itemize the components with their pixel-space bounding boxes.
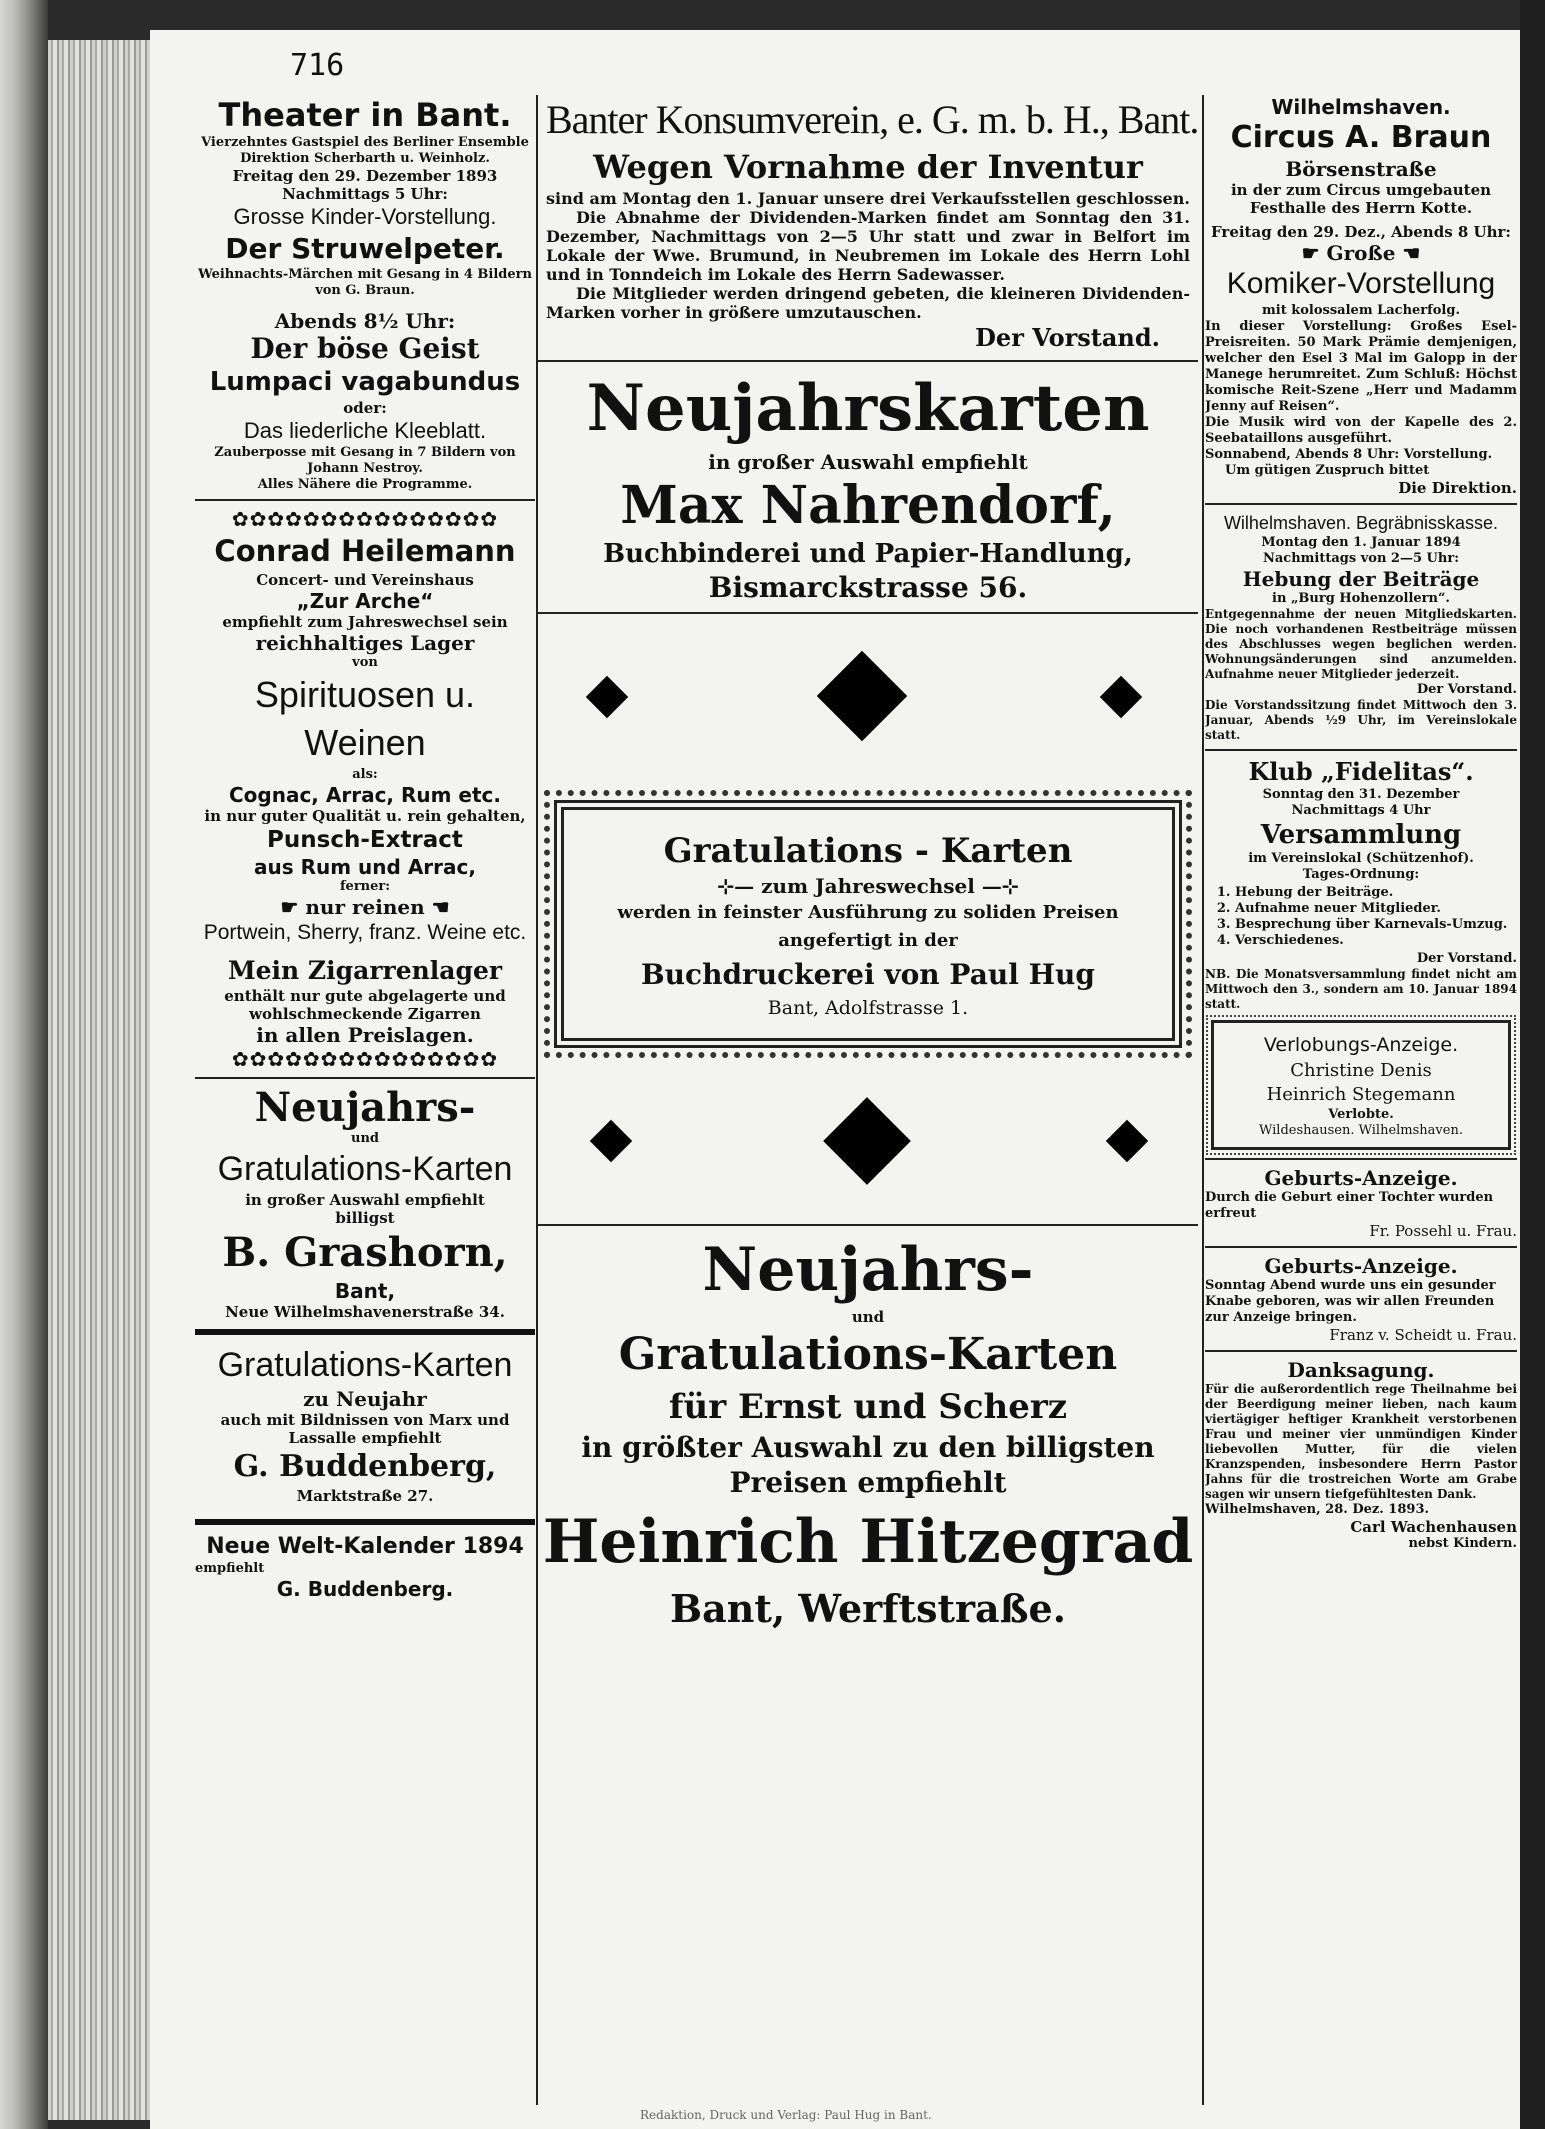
divider [195, 1077, 535, 1079]
text: Gratulations - Karten [663, 831, 1073, 871]
text: Um gütigen Zuspruch bittet [1225, 463, 1430, 478]
divider [1205, 749, 1517, 751]
text: Neujahrs- [702, 1235, 1034, 1305]
nahrendorf-ad [538, 368, 1198, 606]
hug-ad [554, 800, 1182, 1048]
text: nur reinen [305, 895, 425, 919]
text: Neujahrskarten [586, 371, 1150, 446]
text: Spirituosen u. Weinen [254, 674, 476, 763]
text: Franz v. Scheidt u. Frau. [1329, 1326, 1517, 1344]
text: Conrad Heilemann [214, 534, 516, 568]
imprint-line: Redaktion, Druck und Verlag: Paul Hug in Bant. [640, 2108, 932, 2122]
text: Die Musik wird von der Kapelle des 2. Seebataillons ausgeführt. [1205, 415, 1517, 446]
text: B. Grashorn, [222, 1229, 508, 1276]
text: Die Abnahme der Dividenden-Marken findet am Sonntag den 31. Dezember, Nachmittags von 2—5 Uhr statt und zwar in Belfort im Lokale der Wwe. Brumund, in Neubremen im Lokale des Herrn Lohl und in Tonndeich im Lokale des Herrn Sadewasser. [546, 208, 1190, 284]
text: sind am [546, 189, 623, 208]
text: in allen Preislagen. [256, 1023, 474, 1047]
text: in „Burg Hohenzollern“. [1272, 591, 1450, 606]
text: Geburts-Anzeige. [1264, 1166, 1458, 1190]
text: Heinrich Stegemann [1266, 1084, 1456, 1105]
scan-border [1520, 0, 1545, 2129]
agenda-list [1235, 885, 1517, 949]
circus-ad [1205, 95, 1517, 497]
text: Gratulations-Karten [618, 1329, 1118, 1380]
text: Börsenstraße [1285, 157, 1437, 181]
text: im Vereinslokal (Schützenhof). [1248, 851, 1474, 866]
diamond [1106, 1120, 1148, 1162]
text: In dieser Vorstellung: Großes Esel-Preisreiten. 50 Mark Prämie demjenigen, welcher den Esel 3 Mal im Galopp in der Manege herumreitet. Zum Schluß: Höchst komische Reit-Szene „Herr und Madamm Jenny auf Reisen“. [1205, 319, 1517, 414]
divider [195, 1329, 535, 1335]
text: zu Neujahr [303, 1387, 427, 1411]
divider [538, 612, 1198, 614]
text: Durch die Geburt einer Tochter wurden erfreut [1205, 1190, 1494, 1221]
text: nebst Kindern. [1408, 1536, 1517, 1551]
text: Bismarckstrasse 56. [708, 571, 1028, 604]
text: NB. Die Monatsversammlung findet nicht am Mittwoch den 3., sondern am 10. Januar 1894 statt. [1205, 967, 1517, 1011]
text: Preisen empfiehlt [729, 1466, 1007, 1499]
text: ☛ Große ☚ [1301, 241, 1421, 265]
text: Versammlung [1260, 820, 1462, 850]
list-item: 2. Aufnahme neuer Mitglieder. [1235, 901, 1517, 917]
text: Buchdruckerei von Paul Hug [641, 958, 1095, 991]
list-item: 1. Hebung der Beiträge. [1235, 885, 1517, 901]
text: Der Vorstand. [975, 323, 1160, 352]
ornament-row: ✿✿✿✿✿✿✿✿✿✿✿✿✿✿✿ [231, 507, 499, 531]
text: G. Buddenberg, [233, 1449, 497, 1484]
text: Wilhelmshaven. Begräbnisskasse. [1223, 513, 1499, 533]
divider [1205, 503, 1517, 505]
text: Der Vorstand. [1416, 951, 1517, 966]
text: Zauberposse mit Gesang in 7 Bildern von [214, 445, 516, 460]
text: Verlobungs-Anzeige. [1263, 1034, 1459, 1056]
text: enthält nur gute abgelagerte und [224, 987, 506, 1005]
text: Der Struwelpeter. [225, 232, 505, 265]
list-item: 4. Verschiedenes. [1235, 933, 1517, 949]
konsum-ad [538, 95, 1198, 354]
text: Concert- und Vereinshaus [256, 571, 474, 589]
text: und [851, 1308, 885, 1326]
text: Die Mitglieder werden dringend gebeten, die kleineren Dividenden-Marken vorher in größere umzutauschen. [546, 284, 1190, 322]
dank-ad [1205, 1358, 1517, 1552]
text: Alles Nähere die Programme. [257, 477, 473, 492]
text: Sonntag Abend wurde uns ein gesunder Knabe geboren, was wir allen Freunden zur Anzeige bringen. [1205, 1278, 1496, 1325]
text: Punsch-Extract [267, 827, 463, 853]
text: Portwein, Sherry, franz. Weine etc. [203, 921, 527, 944]
text: G. Buddenberg. [276, 1577, 454, 1601]
text: Neue Wilhelmshavenerstraße 34. [225, 1303, 505, 1321]
text: ferner: [339, 879, 391, 894]
ornament-row: ✿✿✿✿✿✿✿✿✿✿✿✿✿✿✿ [231, 1047, 499, 1071]
text: Tages-Ordnung: [1302, 867, 1420, 882]
text: mit kolossalem Lacherfolg. [1262, 303, 1460, 318]
diamond [1100, 676, 1142, 718]
text: „Zur Arche“ [296, 589, 434, 613]
geburt2-ad [1205, 1254, 1517, 1344]
text: Marktstraße 27. [296, 1487, 434, 1505]
text: Wegen Vornahme der Inventur [593, 148, 1143, 186]
diamond-ornaments [538, 1068, 1198, 1218]
text: Hebung der Beiträge [1242, 567, 1480, 591]
text: Montag den 1. Januar unsere drei Verkaufsstellen geschlossen. [622, 189, 1190, 208]
text: aus Rum und Arrac, [254, 855, 476, 879]
divider [1205, 1350, 1517, 1352]
text: Sonntag den 31. Dezember [1262, 787, 1460, 802]
text: Verlobte. [1328, 1107, 1394, 1122]
text: Entgegennahme der neuen Mitgliedskarten. Die noch vorhandenen Restbeiträge müssen des Abschlusses wegen beglichen werden. Wohnungsänderungen sind anzumelden. Aufnahme neuer Mitglieder jederzeit. [1205, 607, 1517, 681]
text: Nachmittags von 2—5 Uhr: [1263, 551, 1459, 566]
text: in großer Auswahl empfiehlt [245, 1191, 485, 1209]
text: Christine Denis [1290, 1060, 1432, 1081]
divider [1205, 1246, 1517, 1248]
text: Wilhelmshaven. [1271, 95, 1451, 119]
text: werden in feinster Ausführung zu soliden Preisen [617, 902, 1119, 923]
text: wohlschmeckende Zigarren [249, 1005, 481, 1023]
text: Nachmittags 5 Uhr: [282, 185, 448, 203]
divider [538, 360, 1198, 362]
text: Fr. Possehl u. Frau. [1369, 1222, 1517, 1240]
text: in größter Auswahl zu den billigsten [581, 1431, 1155, 1464]
text: empfiehlt zum Jahreswechsel sein [222, 613, 508, 631]
text: empfiehlt [195, 1561, 265, 1576]
divider [1205, 1158, 1517, 1160]
text: Buchbinderei und Papier-Handlung, [603, 539, 1133, 569]
right-column [1205, 95, 1517, 2109]
text: Max Nahrendorf, [620, 475, 1116, 536]
text: Gratulations-Karten [217, 1346, 513, 1384]
text: Das liederliche Kleeblatt. [243, 418, 487, 443]
divider [195, 499, 535, 501]
diamond [590, 1120, 632, 1162]
middle-column [538, 95, 1198, 2109]
text: Nachmittags 4 Uhr [1291, 803, 1431, 818]
diamond [586, 676, 628, 718]
text: Bant, Werftstraße. [670, 1586, 1066, 1631]
text: reichhaltiges Lager [255, 631, 475, 655]
text: Die Vorstandssitzung findet Mittwoch den 3. Januar, Abends ½9 Uhr, im Vereinslokale statt. [1205, 698, 1517, 742]
text: Danksagung. [1287, 1358, 1435, 1382]
divider [538, 1224, 1198, 1226]
hitzegrad-ad [538, 1232, 1198, 1634]
text: angefertigt in der [778, 930, 958, 951]
left-column [195, 95, 535, 2109]
text: von [352, 655, 378, 670]
text: Der Vorstand. [1416, 682, 1517, 697]
text [546, 189, 1190, 208]
text: auch mit Bildnissen von Marx und [220, 1411, 510, 1429]
text: Bant, Adolfstrasse 1. [767, 997, 969, 1019]
list-item: 3. Besprechung über Karnevals-Umzug. [1235, 917, 1517, 933]
text: ⊹— zum Jahreswechsel —⊹ [717, 874, 1019, 898]
text: Banter Konsumverein, e. G. m. b. H., Bant. [546, 97, 1198, 142]
text: Weihnachts-Märchen mit Gesang in 4 Bildern [198, 267, 532, 282]
text: Klub „Fidelitas“. [1248, 757, 1474, 786]
text: in nur guter Qualität u. rein gehalten, [204, 807, 526, 825]
text: Der böse Geist [250, 332, 480, 365]
text: ☛ nur reinen ☚ [280, 895, 450, 919]
kasse-ad [1205, 511, 1517, 743]
text: Neujahrs- [254, 1084, 476, 1131]
theater-ad [195, 95, 535, 493]
divider [195, 1519, 535, 1525]
text: Mein Zigarrenlager [227, 956, 503, 985]
text: Komiker-Vorstellung [1226, 267, 1496, 300]
text: in großer Auswahl empfiehlt [708, 450, 1028, 474]
verlobung-ad [1211, 1020, 1511, 1150]
klub-ad [1205, 757, 1517, 1012]
book-binding [48, 40, 158, 2120]
text: Wilhelmshaven, 28. Dez. 1893. [1205, 1502, 1430, 1517]
text: Montag den 1. Januar 1894 [1261, 535, 1461, 550]
text: Freitag den 29. Dez., Abends 8 Uhr: [1211, 223, 1511, 241]
column-rule [1202, 95, 1204, 2105]
kalender-ad [195, 1533, 535, 1601]
text: zum Jahreswechsel [761, 874, 975, 898]
text: Direktion Scherbarth u. Weinholz. [240, 151, 490, 166]
text: Sonnabend, Abends 8 Uhr: Vorstellung. [1205, 447, 1493, 462]
text: Abends 8½ Uhr: [274, 309, 456, 333]
text: als: [352, 767, 378, 782]
text: oder: [343, 399, 387, 417]
grashorn-ad [195, 1085, 535, 1321]
text: Wildeshausen. Wilhelmshaven. [1259, 1123, 1463, 1138]
text: Die Direktion. [1398, 479, 1517, 497]
page-number: 716 [290, 48, 345, 83]
text: und [351, 1131, 379, 1146]
text: Für die außerordentlich rege Theilnahme bei der Beerdigung meiner lieben, nach kaum viertägiger heftiger Krankheit verstorbenen Frau und meiner vier unmündigen Kinder liebevollen Mutter, für die vielen Kranzspenden, insbesondere Herrn Pastor Jahns für die trostreichen Worte am Grabe sagen wir unsern tiefgefühltesten Dank. [1205, 1382, 1517, 1501]
diamond-ornaments [538, 620, 1198, 780]
text: Heinrich Hitzegrad [542, 1507, 1194, 1577]
text: in der zum Circus umgebauten [1230, 181, 1492, 199]
text: Vierzehntes Gastspiel des Berliner Ensemble [201, 135, 529, 150]
text: Cognac, Arrac, Rum etc. [228, 783, 502, 807]
text: Lassalle empfiehlt [288, 1429, 442, 1447]
text: Grosse Kinder-Vorstellung. [233, 204, 497, 229]
text: Große [1326, 241, 1396, 265]
text: für Ernst und Scherz [668, 1387, 1068, 1427]
text: Neue Welt-Kalender 1894 [206, 1534, 524, 1559]
geburt1-ad [1205, 1166, 1517, 1240]
diamond [817, 651, 908, 742]
text: Gratulations-Karten [217, 1150, 513, 1188]
theater-title: Theater in Bant. [218, 96, 512, 134]
text: Bant, [334, 1279, 396, 1303]
text: Carl Wachenhausen [1350, 1518, 1517, 1536]
text: Geburts-Anzeige. [1264, 1254, 1458, 1278]
text: Lumpaci vagabundus [209, 367, 521, 397]
diamond [823, 1097, 911, 1185]
text: Freitag den 29. Dezember 1893 [232, 167, 498, 185]
scan-edge [0, 0, 48, 2129]
heilemann-ad [195, 531, 535, 1047]
text: von G. Braun. [315, 283, 415, 298]
text: billigst [335, 1209, 395, 1227]
buddenberg-ad [195, 1343, 535, 1505]
text: Festhalle des Herrn Kotte. [1249, 199, 1473, 217]
text: Circus A. Braun [1230, 120, 1492, 155]
text: Johann Nestroy. [307, 461, 423, 476]
